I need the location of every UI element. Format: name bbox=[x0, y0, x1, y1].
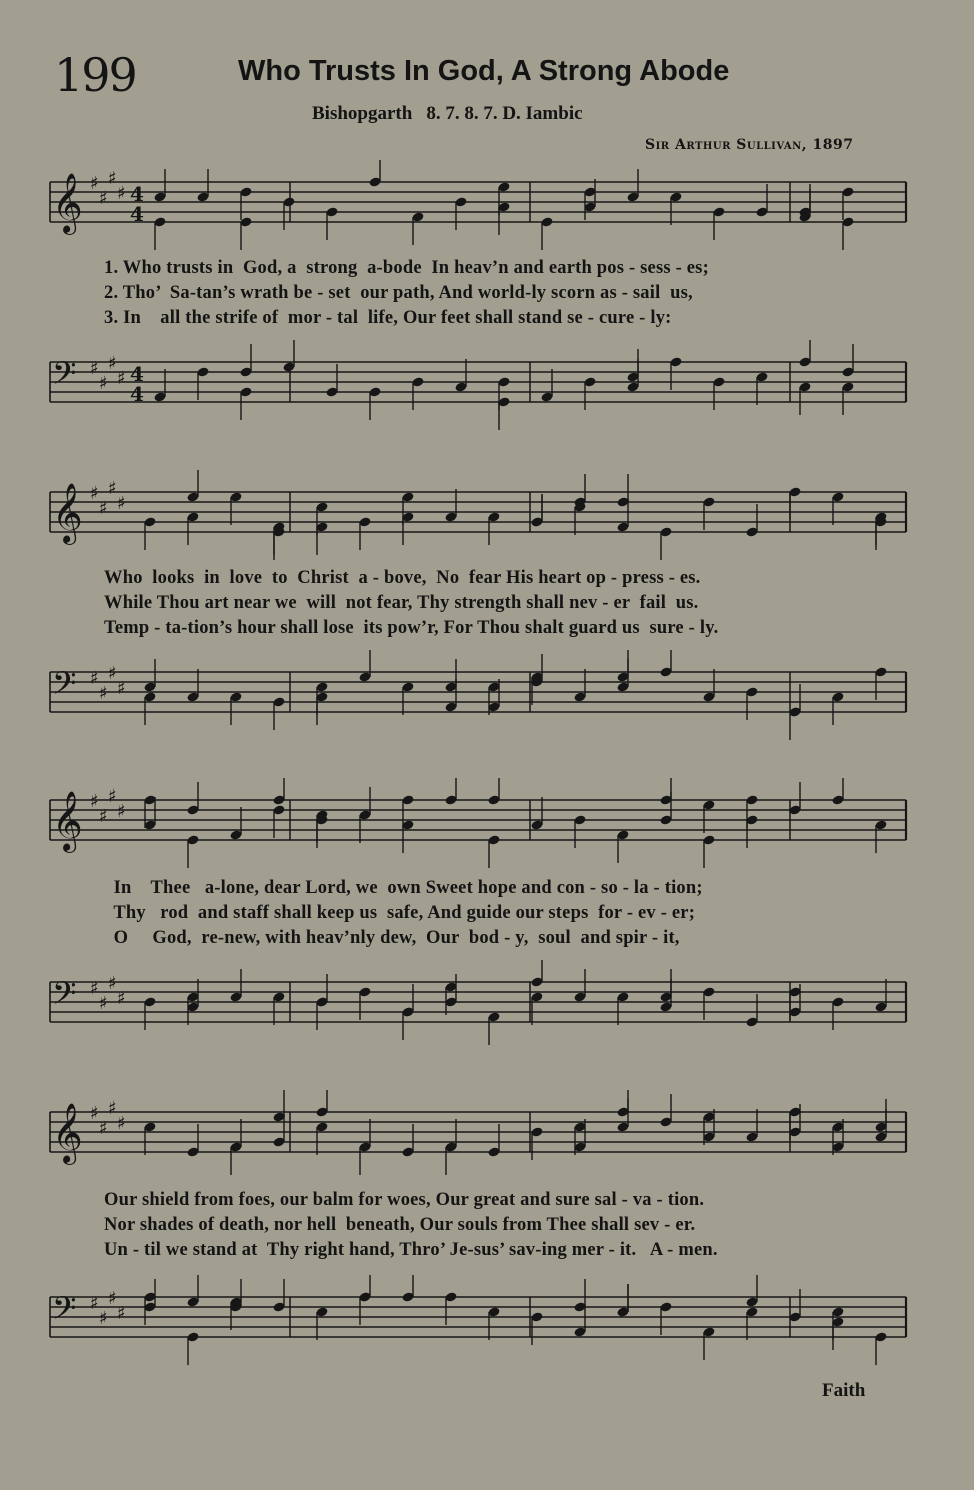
bass-staff-2 bbox=[40, 650, 915, 750]
hymn-number: 199 bbox=[54, 48, 136, 102]
sharp-icon: ♯ bbox=[117, 183, 126, 204]
treble-staff-3 bbox=[40, 778, 915, 873]
treble-staff-4 bbox=[40, 1090, 915, 1185]
sharp-icon: ♯ bbox=[99, 188, 108, 209]
lyric-verse-1: Who looks in love to Christ a - bove, No fear His heart op - press - es. bbox=[104, 568, 701, 588]
sharp-icon: ♯ bbox=[90, 1103, 99, 1124]
sharp-icon: ♯ bbox=[99, 806, 108, 827]
sharp-icon: ♯ bbox=[108, 1098, 117, 1119]
sharp-icon: ♯ bbox=[108, 786, 117, 807]
sharp-icon: ♯ bbox=[99, 373, 108, 394]
treble-clef-icon: 𝄞 bbox=[52, 791, 83, 851]
bass-clef-icon: 𝄢 bbox=[52, 665, 77, 709]
bass-clef-icon: 𝄢 bbox=[52, 1290, 77, 1334]
sharp-icon: ♯ bbox=[90, 1293, 99, 1314]
bass-staff-4 bbox=[40, 1275, 915, 1375]
bass-staff-3 bbox=[40, 960, 915, 1060]
lyric-verse-3: 3. In all the strife of mor - tal life, Our feet shall stand se - cure - ly: bbox=[104, 308, 672, 328]
lyric-verse-3: O God, re-new, with heav’nly dew, Our bod - y, soul and spir - it, bbox=[104, 928, 680, 948]
lyric-verse-3: Un - til we stand at Thy right hand, Thro’ Je-sus’ sav-ing mer - it. A - men. bbox=[104, 1240, 718, 1260]
sharp-icon: ♯ bbox=[108, 973, 117, 994]
meter: 8. 7. 8. 7. D. Iambic bbox=[426, 103, 583, 124]
lyric-verse-1: 1. Who trusts in God, a strong a-bode In heav’n and earth pos - sess - es; bbox=[104, 258, 709, 278]
time-sig-bottom: 4 bbox=[130, 202, 144, 226]
sharp-icon: ♯ bbox=[117, 493, 126, 514]
topic-label: Faith bbox=[822, 1380, 866, 1401]
time-sig-bottom: 4 bbox=[130, 382, 144, 406]
composer-credit: Sir Arthur Sullivan, 1897 bbox=[645, 137, 854, 153]
sharp-icon: ♯ bbox=[90, 358, 99, 379]
treble-staff-2 bbox=[40, 470, 915, 565]
sharp-icon: ♯ bbox=[99, 498, 108, 519]
time-sig-top: 4 bbox=[130, 182, 144, 206]
bass-staff-1 bbox=[40, 340, 915, 440]
lyric-verse-1: Our shield from foes, our balm for woes, Our great and sure sal - va - tion. bbox=[104, 1190, 705, 1210]
sharp-icon: ♯ bbox=[117, 678, 126, 699]
sharp-icon: ♯ bbox=[90, 173, 99, 194]
time-sig-top: 4 bbox=[130, 362, 144, 386]
hymn-title: Who Trusts In God, A Strong Abode bbox=[238, 55, 730, 87]
sharp-icon: ♯ bbox=[108, 478, 117, 499]
treble-clef-icon: 𝄞 bbox=[52, 173, 83, 233]
sharp-icon: ♯ bbox=[117, 1113, 126, 1134]
treble-clef-icon: 𝄞 bbox=[52, 1103, 83, 1163]
sharp-icon: ♯ bbox=[108, 353, 117, 374]
tune-name: Bishopgarth bbox=[312, 103, 413, 124]
music-system-1 bbox=[40, 160, 915, 440]
treble-staff-1 bbox=[40, 160, 915, 255]
treble-clef-icon: 𝄞 bbox=[52, 483, 83, 543]
sharp-icon: ♯ bbox=[99, 1308, 108, 1329]
sharp-icon: ♯ bbox=[117, 1303, 126, 1324]
sharp-icon: ♯ bbox=[108, 168, 117, 189]
lyric-verse-2: 2. Tho’ Sa-tan’s wrath be - set our path, And world-ly scorn as - sail us, bbox=[104, 283, 693, 303]
sharp-icon: ♯ bbox=[90, 668, 99, 689]
music-system-2 bbox=[40, 470, 915, 750]
sharp-icon: ♯ bbox=[99, 683, 108, 704]
sharp-icon: ♯ bbox=[117, 368, 126, 389]
bass-clef-icon: 𝄢 bbox=[52, 975, 77, 1019]
sharp-icon: ♯ bbox=[90, 483, 99, 504]
sharp-icon: ♯ bbox=[117, 801, 126, 822]
music-system-4 bbox=[40, 1090, 915, 1375]
sharp-icon: ♯ bbox=[90, 978, 99, 999]
sharp-icon: ♯ bbox=[99, 993, 108, 1014]
sharp-icon: ♯ bbox=[108, 1288, 117, 1309]
lyric-verse-2: Thy rod and staff shall keep us safe, And guide our steps for - ev - er; bbox=[104, 903, 696, 923]
lyric-verse-2: Nor shades of death, nor hell beneath, Our souls from Thee shall sev - er. bbox=[104, 1215, 696, 1235]
music-system-3 bbox=[40, 778, 915, 1060]
lyric-verse-3: Temp - ta-tion’s hour shall lose its pow’r, For Thou shalt guard us sure - ly. bbox=[104, 618, 719, 638]
sharp-icon: ♯ bbox=[90, 791, 99, 812]
lyric-verse-2: While Thou art near we will not fear, Thy strength shall nev - er fail us. bbox=[104, 593, 699, 613]
lyric-verse-1: In Thee a-lone, dear Lord, we own Sweet hope and con - so - la - tion; bbox=[104, 878, 703, 898]
tune-info bbox=[312, 103, 597, 125]
sharp-icon: ♯ bbox=[99, 1118, 108, 1139]
bass-clef-icon: 𝄢 bbox=[52, 355, 77, 399]
sharp-icon: ♯ bbox=[117, 988, 126, 1009]
sharp-icon: ♯ bbox=[108, 663, 117, 684]
